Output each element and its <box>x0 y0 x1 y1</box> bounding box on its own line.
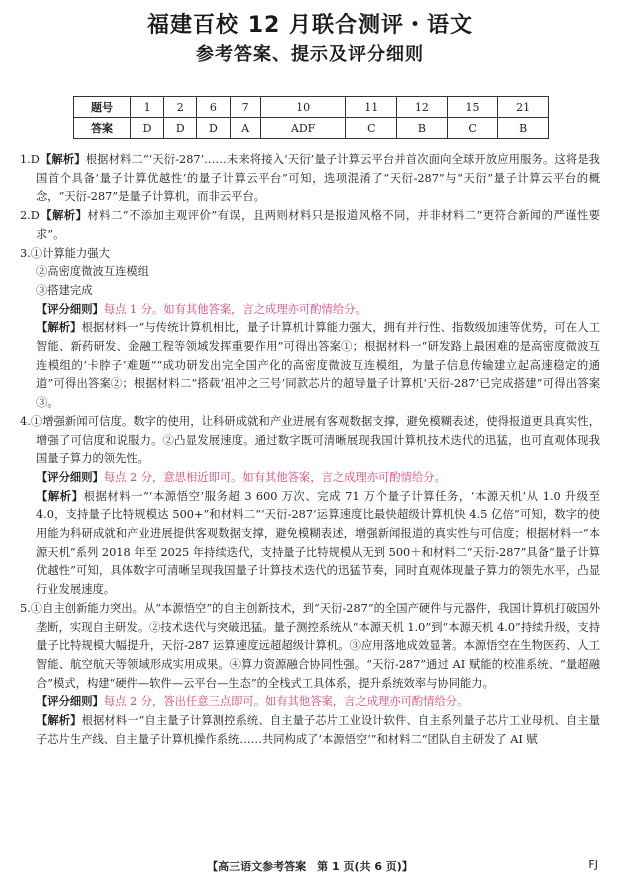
question-number: 21 <box>498 97 549 118</box>
page-title: 福建百校 12 月联合测评・语文 <box>147 13 473 38</box>
answer-table <box>73 96 549 139</box>
scoring-tag: 【评分细则】 <box>36 695 104 709</box>
answer-point: ①计算能力强大 <box>30 246 110 260</box>
answer-cell: D <box>131 118 164 139</box>
analysis <box>20 488 600 600</box>
scoring-rule <box>20 469 600 488</box>
answer-cell: D <box>164 118 197 139</box>
item-q5 <box>20 600 600 694</box>
analysis <box>20 712 600 749</box>
answer-cell: B <box>498 118 549 139</box>
question-number: 15 <box>447 97 498 118</box>
question-header: 题号 <box>74 97 131 118</box>
scoring-tag: 【评分细则】 <box>36 302 104 316</box>
analysis-tag: 【解析】 <box>36 714 82 728</box>
item-q4 <box>20 413 600 469</box>
analysis-text: 根据材料二“‘天衍-287’……未来将接入‘天衍’量子计算云平台并首次面向全球开放应用服务。这将是我国首个具备‘量子计算优越性’的量子计算云平台”可知，选项混淆了“天衍-287”与“天衍”量子计算云平台的概念，“天衍-287”是量子计算机，而非云平台。 <box>36 153 600 204</box>
answer-cell: ADF <box>260 118 346 139</box>
analysis-text: 根据材料一“与传统计算机相比，量子计算机计算能力强大，拥有并行性、指数级加速等优势，可在人工智能、新药研发、金融工程等领域发挥重要作用”可得出答案①；根据材料一“研发路上最困难的是高密度微波互连模组的‘卡脖子’难题”“成功研发出完全国产化的高密度微波互连模组，为量子信息传输建立起高速稳定的通道”可得出答案②；根据材料二“搭载‘祖冲之三号’同款芯片的超导量子计算机‘天衍-287’已完成搭建”可得出答案③。 <box>36 321 600 410</box>
analysis-text: 根据材料一“自主量子计算测控系统、自主量子芯片工业设计软件、自主系列量子芯片工业母机、自主量子芯片生产线、自主量子计算机操作系统……共同构成了‘本源悟空’”和材料二“团队自主研发了 AI 赋 <box>36 714 600 746</box>
answer-cell: C <box>346 118 397 139</box>
answer-text: ①增强新闻可信度。数字的使用，让科研成就和产业进展有客观数据支撑，避免模糊表述，使得报道更具真实性，增强了可信度和说服力。②凸显发展速度。通过数字既可清晰展现我国计算机技术迭代的迅猛，也可直观体现我国量子算力的领先性。 <box>30 414 600 466</box>
item-number: 3. <box>20 246 31 260</box>
answer-cell: D <box>197 118 230 139</box>
explanations <box>20 151 600 750</box>
answer-header: 答案 <box>74 118 131 139</box>
analysis-tag: 【解析】 <box>36 489 84 503</box>
question-number-row <box>74 97 549 118</box>
scoring-rule <box>20 301 600 320</box>
answer-point: ③搭建完成 <box>36 283 93 297</box>
page-footer: 【高三语文参考答案 第 1 页(共 6 页)】 <box>207 860 413 873</box>
item-q3 <box>20 245 600 264</box>
answer-point: ②高密度微波互连模组 <box>36 265 149 279</box>
analysis-tag: 【解析】 <box>39 209 88 223</box>
item-q2 <box>20 207 600 244</box>
analysis-tag: 【解析】 <box>36 321 82 335</box>
question-number: 2 <box>164 97 197 118</box>
answer-text: ①自主创新能力突出。从“本源悟空”的自主创新技术，到“天衍-287”的全国产硬件与元器件，我国计算机打破国外垄断，实现自主研发。②技术迭代与突破迅猛。量子测控系统从“本源天机 1.0”到“本源天机 4.0”持续升级，支持量子比特规模大幅提升，天衍-287 运算速度远超超级计算机。③应用落地成效显著。本源悟空在生物医药、人工智能、航空航天等领域形成实用成果。④算力资源融合协同性强。“天衍-287”通过 AI 赋能的校准系统、“量超融合”模式，构建“硬件—软件—云平台—生态”的全栈式工具体系，提升系统效率与协同能力。 <box>30 601 600 690</box>
question-number: 11 <box>346 97 397 118</box>
answer-cell: B <box>397 118 448 139</box>
scoring-rule <box>20 693 600 712</box>
question-number: 10 <box>260 97 346 118</box>
analysis <box>20 319 600 413</box>
footer-code: FJ <box>588 858 598 871</box>
item-q1 <box>20 151 600 207</box>
item-number: 4. <box>20 414 31 428</box>
question-number: 12 <box>397 97 448 118</box>
analysis-tag: 【解析】 <box>39 153 86 166</box>
analysis-text: 根据材料一“‘本源悟空’服务超 3 600 万次、完成 71 万个量子计算任务，‘本源天机’从 1.0 升级至 4.0，支持量子比特规模达 500+”和材料二“‘天衍-287’运算速度比最快超级计算机快 4.5 亿倍”可知，数字的使用能为科研成就和产业进展提供客观数据支撑，避免模糊表述，增强新闻报道的真实性与可信度；根据材料一“本源天机”系列 2018 年至 2025 年持续迭代，支持量子比特规模从无到 500＋和材料二“天衍-287”具备“量子计算优越性”可知，具体数字可清晰呈现我国量子计算技术迭代的迅猛节奏，同时直观体现量子算力的领先水平，凸显行业发展速度。 <box>36 489 600 597</box>
item-number: 5. <box>20 601 31 615</box>
answer-cell: C <box>447 118 498 139</box>
answer-cell: A <box>230 118 260 139</box>
scoring-text: 每点 2 分，答出任意三点即可。如有其他答案，言之成理亦可酌情给分。 <box>103 695 469 709</box>
question-number: 7 <box>230 97 260 118</box>
analysis-text: 材料二“不添加主观评价”有误，且两则材料只是报道风格不同，并非材料二“更符合新闻的严谨性要求”。 <box>36 209 600 241</box>
scoring-text: 每点 1 分。如有其他答案，言之成理亦可酌情给分。 <box>103 302 367 316</box>
item-number: 1.D <box>20 153 40 166</box>
question-number: 6 <box>197 97 230 118</box>
item-number: 2.D <box>20 209 40 223</box>
answer-row <box>74 118 549 139</box>
scoring-tag: 【评分细则】 <box>36 470 104 484</box>
question-number: 1 <box>131 97 164 118</box>
scoring-text: 每点 2 分，意思相近即可。如有其他答案，言之成理亦可酌情给分。 <box>103 470 446 484</box>
page-subtitle: 参考答案、提示及评分细则 <box>196 44 424 65</box>
